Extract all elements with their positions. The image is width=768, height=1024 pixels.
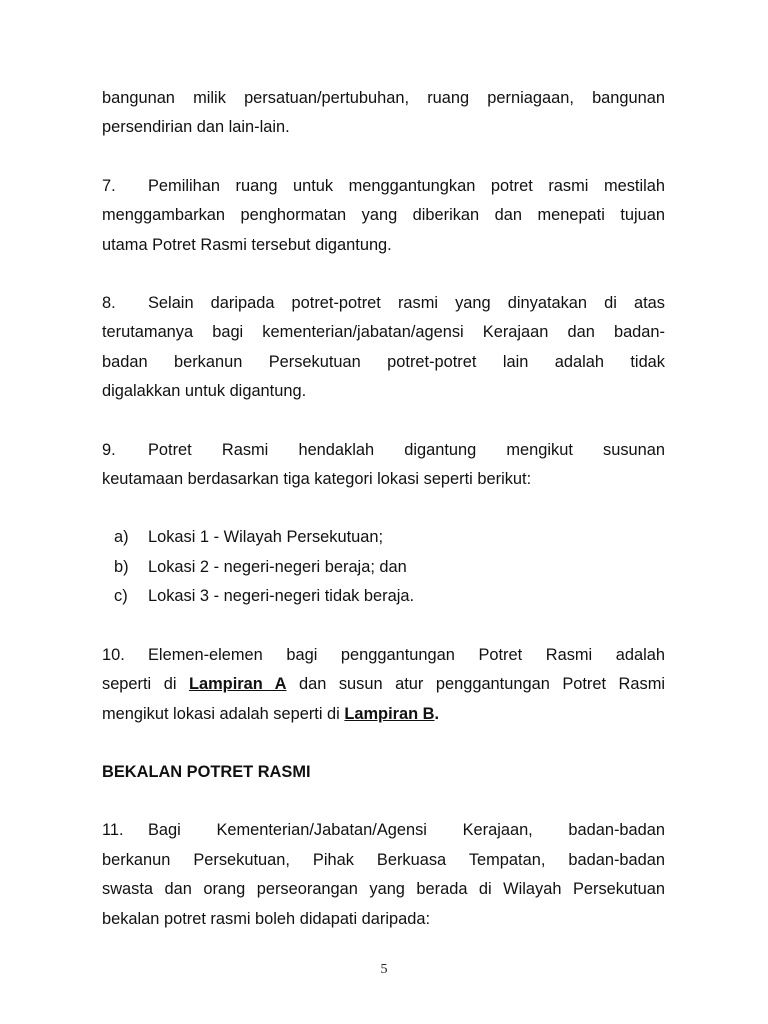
paragraph-number: 10. xyxy=(102,645,125,664)
text-line: Pemilihan ruang untuk menggantungkan potret rasmi mestilah xyxy=(148,176,665,195)
list-item xyxy=(102,582,665,611)
text-segment: dan susun atur penggantungan Potret Rasmi xyxy=(286,675,665,694)
list-item-label: a) xyxy=(114,528,129,547)
list-item xyxy=(102,553,665,582)
paragraph-number: 7. xyxy=(102,176,116,195)
text-line: digalakkan untuk digantung. xyxy=(102,382,307,401)
paragraph-8 xyxy=(102,289,665,407)
list-item-text: Lokasi 2 - negeri-negeri beraja; dan xyxy=(148,557,407,576)
text-line: utama Potret Rasmi tersebut digantung. xyxy=(102,235,392,254)
text-line: Bagi Kementerian/Jabatan/Agensi Kerajaan, badan-badan xyxy=(148,821,665,840)
paragraph-number: 8. xyxy=(102,294,116,313)
text-line: swasta dan orang perseorangan yang berada di Wilayah Persekutuan xyxy=(102,880,665,899)
text-line: bekalan potret rasmi boleh didapati daripada: xyxy=(102,909,431,928)
text-line: keutamaan berdasarkan tiga kategori lokasi seperti berikut: xyxy=(102,470,532,489)
paragraph-7 xyxy=(102,172,665,260)
paragraph-11 xyxy=(102,816,665,934)
lampiran-b-reference: Lampiran B xyxy=(344,704,435,723)
section-heading: BEKALAN POTRET RASMI xyxy=(102,762,311,781)
text-line: Elemen-elemen bagi penggantungan Potret Rasmi adalah xyxy=(148,645,665,664)
list-item xyxy=(102,523,665,552)
text-line: badan berkanun Persekutuan potret-potret lain adalah tidak xyxy=(102,352,665,371)
text-line: Potret Rasmi hendaklah digantung mengikut susunan xyxy=(148,440,665,459)
list-item-text: Lokasi 1 - Wilayah Persekutuan; xyxy=(148,528,384,547)
paragraph-number: 9. xyxy=(102,440,116,459)
page-number: 5 xyxy=(380,962,388,977)
lampiran-a-reference: Lampiran A xyxy=(188,675,287,694)
paragraph-9 xyxy=(102,436,665,495)
paragraph-number: 11. xyxy=(102,821,124,840)
paragraph-continuation xyxy=(102,84,665,143)
text-segment: seperti di xyxy=(102,675,189,694)
text-line: Selain daripada potret-potret rasmi yang dinyatakan di atas xyxy=(148,294,665,313)
list-item-text: Lokasi 3 - negeri-negeri tidak beraja. xyxy=(148,587,415,606)
list-item-label: b) xyxy=(114,557,129,576)
document-page xyxy=(102,84,665,934)
location-list xyxy=(102,523,665,611)
text-segment: mengikut lokasi adalah seperti di xyxy=(102,704,345,723)
text-line: terutamanya bagi kementerian/jabatan/agensi Kerajaan dan badan- xyxy=(102,323,665,342)
text-line: bangunan milik persatuan/pertubuhan, ruang perniagaan, bangunan xyxy=(102,89,665,107)
text-segment: . xyxy=(434,704,440,723)
text-line: menggambarkan penghormatan yang diberikan dan menepati tujuan xyxy=(102,206,665,225)
paragraph-10 xyxy=(102,641,665,729)
text-line: persendirian dan lain-lain. xyxy=(102,118,290,137)
list-item-label: c) xyxy=(114,587,128,606)
text-line: berkanun Persekutuan, Pihak Berkuasa Tempatan, badan-badan xyxy=(102,850,665,869)
